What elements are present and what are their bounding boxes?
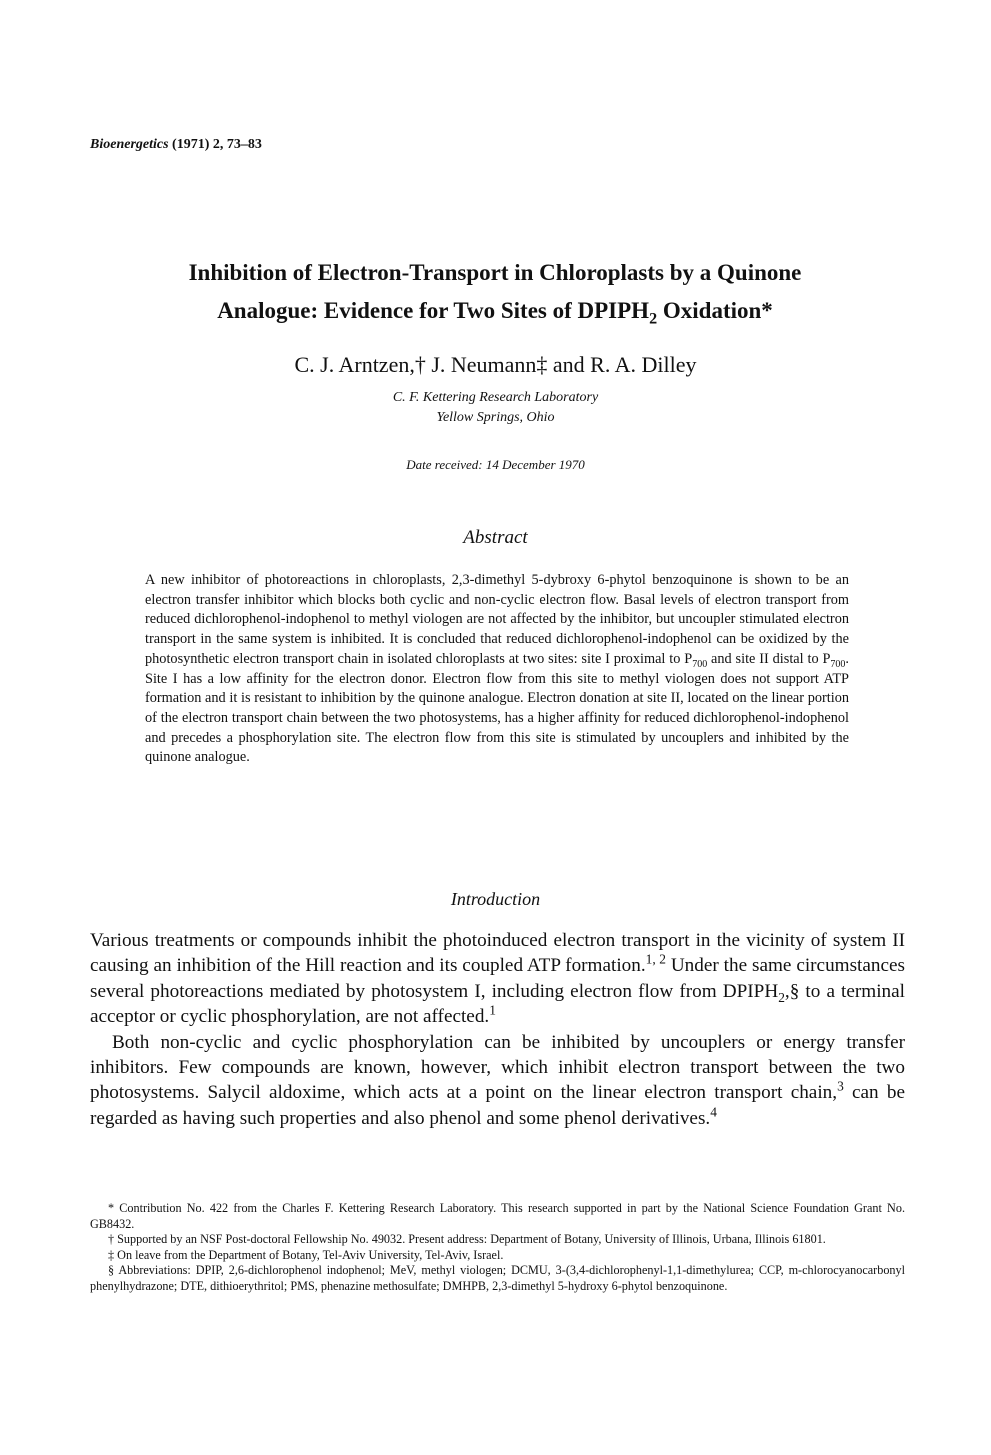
footnotes — [90, 1201, 905, 1295]
affiliation — [0, 388, 991, 428]
footnote-contribution: * Contribution No. 422 from the Charles F. Kettering Research Laboratory. This research supported in part by the National Science Foundation Grant No. GB8432. — [90, 1201, 905, 1231]
footnote-dagger: † Supported by an NSF Post-doctoral Fellowship No. 49032. Present address: Department of Botany, University of Illinois, Urbana, Illinois 61801. — [108, 1232, 826, 1247]
footnote-double-dagger: ‡ On leave from the Department of Botany, Tel-Aviv University, Tel-Aviv, Israel. — [108, 1247, 504, 1262]
author-list: C. J. Arntzen,† J. Neumann‡ and R. A. Dilley — [294, 352, 697, 377]
intro-paragraph-2: Both non-cyclic and cyclic phosphorylation can be inhibited by uncouplers or energy transfer inhibitors. Few compounds are known, however, which inhibit electron transport between the two photosystems. Salycil aldoxime, which acts at a point on the linear electron transport chain,$^3$ can be regarded as having such properties and also phenol and some phenol derivatives.$^4$ — [90, 1031, 905, 1129]
introduction-text — [90, 928, 905, 1131]
affiliation-location: Yellow Springs, Ohio — [436, 410, 555, 425]
journal-citation — [90, 137, 262, 153]
title-line-1: Inhibition of Electron-Transport in Chloroplasts by a Quinone — [188, 260, 802, 285]
date-received: Date received: 14 December 1970 — [406, 457, 585, 472]
intro-paragraph-1: Various treatments or compounds inhibit the photoinduced electron transport in the vicinity of system II causing an inhibition of the Hill reaction and its coupled ATP formation.$^{1, 2}$ Under the same circumstances several photoreactions mediated by photosystem I, including electron flow from $DPIPH_2,\S$ to a terminal acceptor or cyclic phosphorylation, are not affected.$^1$ — [90, 930, 906, 1028]
abstract-heading: Abstract — [463, 527, 528, 548]
footnote-abbreviations: § Abbreviations: DPIP, 2,6-dichlorophenol indophenol; MeV, methyl viologen; DCMU, 3-(3,4-dichlorophenyl-1,1-dimethylurea; CCP, m-chlorocyanocarbonyl phenylhydrazone; DTE, dithioerythritol; PMS, phenazine methosulfate; DMHPB, 2,3-dimethyl 5-hydroxy 6-phytol benzoquinone. — [90, 1263, 905, 1293]
title-line-2: Analogue: Evidence for Two Sites of $DPIPH_2$ Oxidation* — [217, 298, 773, 328]
article-title — [60, 254, 930, 330]
introduction-heading: Introduction — [450, 889, 541, 909]
journal-volume-pages: (1971) 2, 73–83 — [172, 137, 262, 152]
abstract-text: A new inhibitor of photoreactions in chloroplasts, 2,3-dimethyl 5-dybroxy 6-phytol benzoquinone is shown to be an electron transfer inhibitor which blocks both cyclic and non-cyclic electron flow. Basal levels of electron transport from reduced dichlorophenol-indophenol to methyl viologen are not affected by the inhibitor, but uncoupler stimulated electron transport in the same system is inhibited. It is concluded that reduced dichlorophenol-indophenol can be oxidized by the photosynthetic electron transport chain in isolated chloroplasts at two sites: site I proximal to $P_{700}$ and site II distal to $P_{700}$. Site I has a low affinity for the electron donor. Electron flow from this site to methyl viologen does not support ATP formation and it is resistant to inhibition by the quinone analogue. Electron donation at site II, located on the linear portion of the electron transport chain between the two photosystems, has a higher affinity for reduced dichlorophenol-indophenol and precedes a phosphorylation site. The electron flow from this site is stimulated by uncouplers and inhibited by the quinone analogue. — [145, 572, 849, 766]
affiliation-institution: C. F. Kettering Research Laboratory — [392, 390, 599, 405]
journal-name: Bioenergetics — [90, 137, 169, 152]
